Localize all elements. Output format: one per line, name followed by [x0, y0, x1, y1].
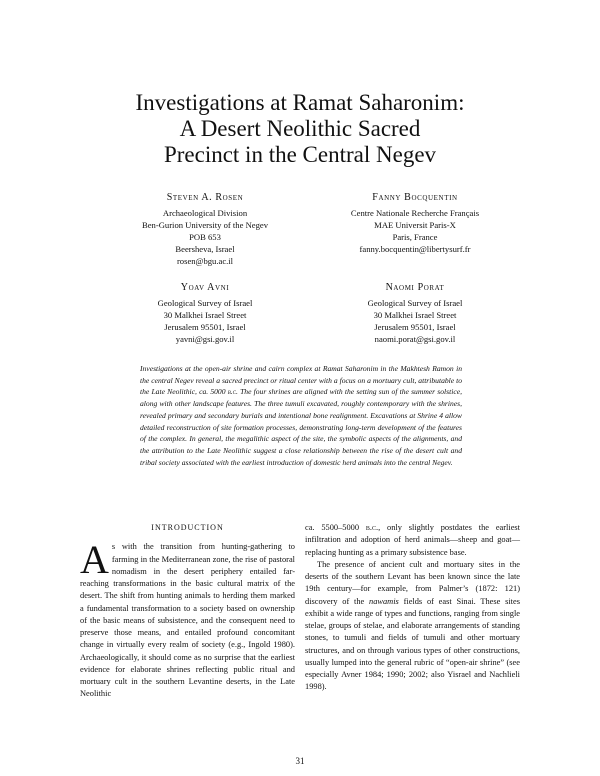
abstract-text: Investigations at the open-air shrine and cairn complex at Ramat Saharonim in the Makhtesh Ramon in the central Negev reveal a sacred precinct or ritual center with a focus on a mortuary cult, attributable to the Late Neolithic, ca. 5000: [140, 364, 462, 397]
author-address: 30 Malkhei Israel Street: [373, 310, 457, 320]
author-block-rosen: [95, 192, 315, 267]
article-title: [60, 90, 540, 168]
page-number: 31: [295, 756, 305, 766]
author-email: yavni@gsi.gov.il: [175, 334, 235, 344]
body-paragraph: [80, 537, 295, 700]
paragraph-text: , only slightly postdates the earliest infiltration and adoption of herd animals—sheep and goat—replacing hunting as a primary subsistence base.: [305, 523, 520, 557]
author-email: rosen@bgu.ac.il: [176, 256, 234, 266]
author-block-bocquentin: [305, 192, 525, 255]
author-block-avni: [95, 282, 315, 345]
author-affiliation: Ben-Gurion University of the Negev: [141, 220, 268, 230]
author-address: Jerusalem 95501, Israel: [374, 322, 456, 332]
author-address: 30 Malkhei Israel Street: [163, 310, 247, 320]
author-name: Naomi Porat: [385, 282, 445, 293]
author-address: Paris, France: [392, 232, 438, 242]
author-affiliation: Geological Survey of Israel: [367, 298, 463, 308]
drop-cap: A: [80, 537, 109, 583]
body-paragraph-continued: [305, 522, 520, 559]
section-heading: INTRODUCTION: [151, 523, 224, 532]
era-abbreviation: b.c.: [365, 523, 379, 532]
paragraph-text: s with the transition from hunting-gathering to farming in the Mediterranean zone, the rise of pastoral nomadism in the desert periphery entailed far-reaching transformations in the basic cultural matrix of the desert. The shift from hunting animals to herding them marked a fundamental transformation to a society based on ownership of the basic means of subsistence, and the consequent need to preserve those means, and entailed profound concomitant change in virtually every realm of society (e.g., Ingold 1980). Archaeologically, it should come as no surprise that the earliest evidence for elaborate shrines reflecting public ritual and mortuary cult in the southern Levantine deserts, in the Late Neolithic: [80, 542, 295, 699]
body-column-left: [80, 522, 295, 701]
author-address: Beersheva, Israel: [175, 244, 235, 254]
author-affiliation: Archaeological Division: [162, 208, 248, 218]
abstract: [140, 363, 462, 468]
author-name: Yoav Avni: [180, 282, 230, 293]
author-email: fanny.bocquentin@libertysurf.fr: [359, 244, 471, 254]
paragraph-text: ca. 5500–5000: [305, 523, 366, 532]
author-address: POB 653: [189, 232, 221, 242]
era-abbreviation: b.c.: [227, 387, 238, 397]
abstract-text: The four shrines are aligned with the setting sun of the summer solstice, along with other landscape features. The three tumuli excavated, roughly contemporary with the shrines, revealed primary and secondary burials and intentional bone realignment. Excavations at Shrine 4 allow detailed reconstruction of site formation processes, demonstrating long-term development of the features of the complex. In general, the megalithic aspect of the site, the symbolic aspects of the alignments, and the attribution to the Late Neolithic suggest a close relationship between the rise of the desert cult and tribal society associated with the earliest introduction of domestic herd animals into the central Negev.: [140, 387, 462, 467]
body-paragraph: [305, 559, 520, 694]
italic-term: nawamis: [369, 596, 399, 606]
author-affiliation: Centre Nationale Recherche Français: [350, 208, 480, 218]
author-affiliation: MAE Universit Paris-X: [374, 220, 456, 230]
paragraph-text: fields of east Sinai. These sites exhibit a wide range of types and functions, ranging from single stelae, groups of stelae, and elaborate arrangements of standing stones, to tumuli and fields of tumuli and other mortuary structures, and on through various types of other constructions, usually lumped into the general rubric of “open-air shrine” (see especially Avner 1984; 1990; 2002; also Yisrael and Nachlieli 1998).: [305, 596, 520, 692]
author-affiliation: Geological Survey of Israel: [157, 298, 253, 308]
author-block-porat: [305, 282, 525, 345]
author-address: Jerusalem 95501, Israel: [164, 322, 246, 332]
title-line-1: Investigations at Ramat Saharonim:: [135, 90, 465, 115]
paragraph-text: The presence of ancient cult and mortuary sites in the deserts of the southern Levant has been known since the late 19th century—for example, from Palmer’s (1872: 121) discovery of the: [305, 559, 520, 606]
title-line-3: Precinct in the Central Negev: [163, 142, 437, 167]
author-name: Fanny Bocquentin: [372, 192, 458, 203]
author-name: Steven A. Rosen: [166, 192, 244, 203]
author-email: naomi.porat@gsi.gov.il: [374, 334, 456, 344]
body-column-right: [305, 522, 520, 694]
title-line-2: A Desert Neolithic Sacred: [179, 116, 421, 141]
